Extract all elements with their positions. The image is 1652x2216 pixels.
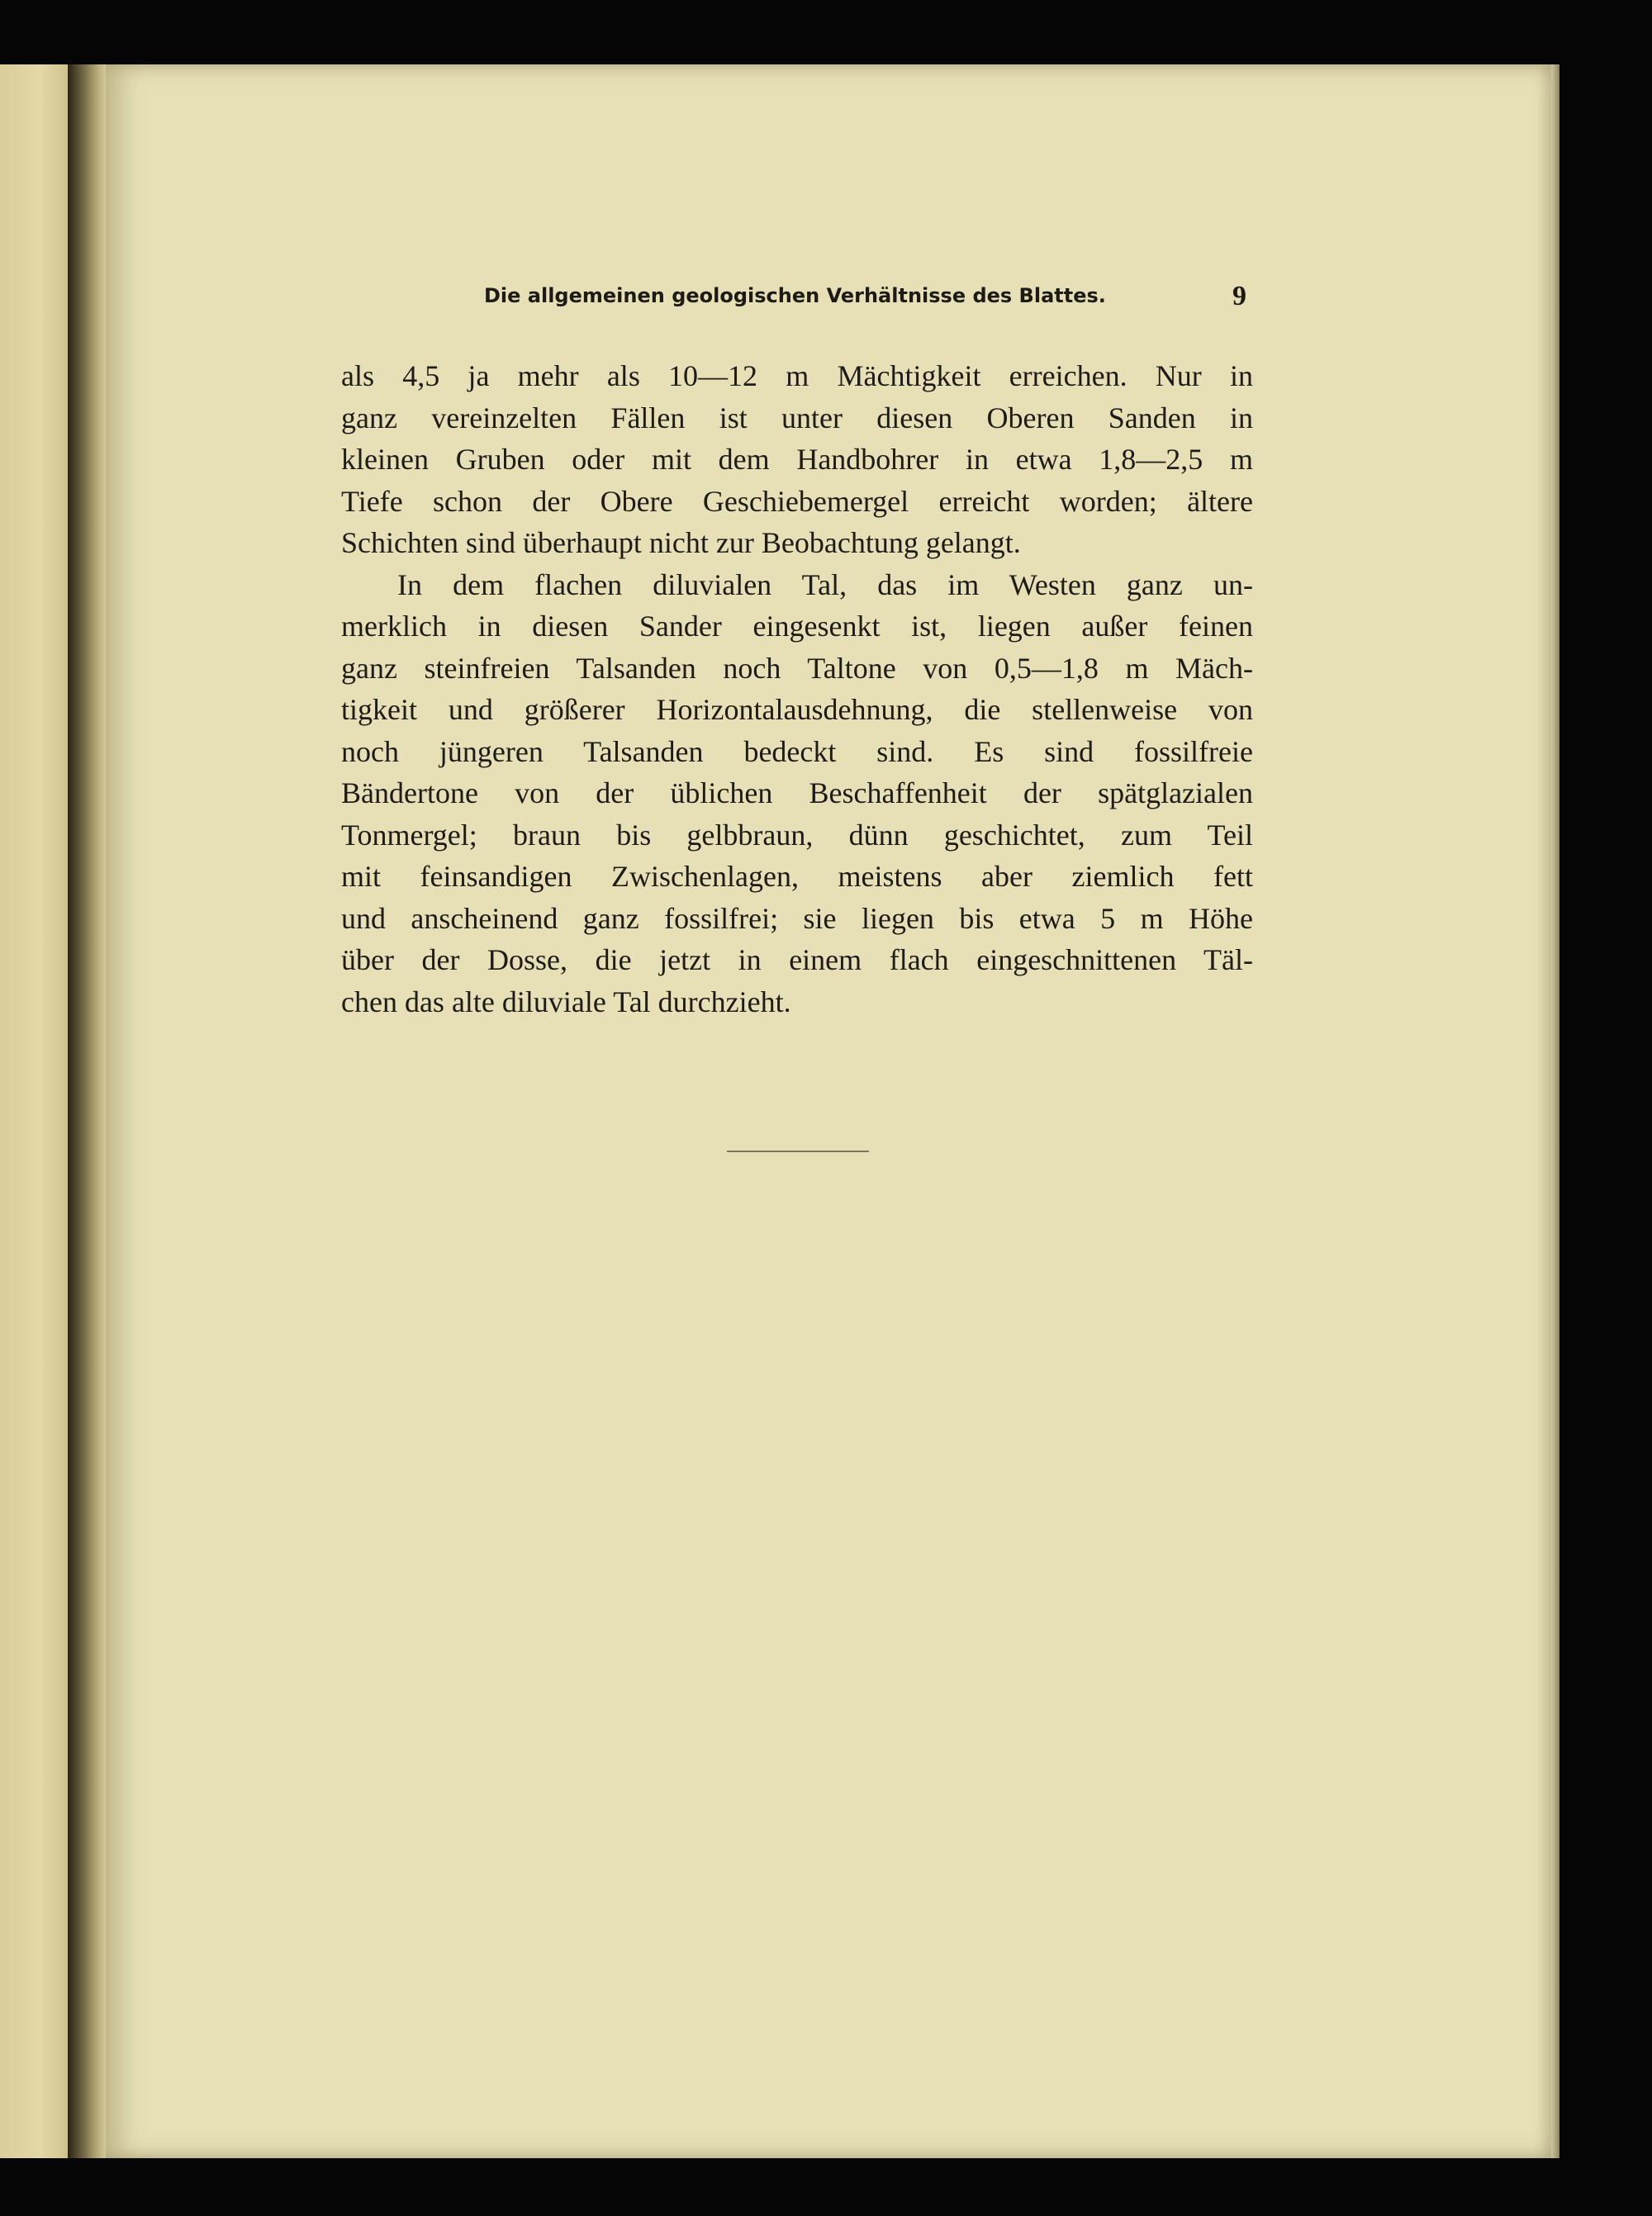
body-text (341, 355, 1253, 1023)
page-number: 9 (1232, 281, 1246, 311)
text-line: über der Dosse, die jetzt in einem flach eingeschnittenen Täl- (341, 943, 1253, 976)
text-line: chen das alte diluviale Tal durchzieht. (341, 985, 791, 1018)
text-line: ganz vereinzelten Fällen ist unter diesen Oberen Sanden in (341, 401, 1253, 434)
text-line: noch jüngeren Talsanden bedeckt sind. Es sind fossilfreie (341, 734, 1253, 768)
book-gutter (68, 64, 107, 2158)
text-line: ganz steinfreien Talsanden noch Taltone von 0,5—1,8 m Mäch- (341, 651, 1253, 685)
text-line: als 4,5 ja mehr als 10—12 m Mächtigkeit erreichen. Nur in (341, 359, 1253, 392)
text-line: Bändertone von der üblichen Beschaffenheit der spätglazialen (341, 776, 1253, 809)
facing-page-edge (0, 64, 68, 2158)
text-line: tigkeit und größerer Horizontalausdehnung, die stellenweise von (341, 693, 1253, 726)
section-divider (727, 1151, 869, 1152)
text-line: kleinen Gruben oder mit dem Handbohrer in etwa 1,8—2,5 m (341, 443, 1253, 476)
text-line: Tiefe schon der Obere Geschiebemergel erreicht worden; ältere (341, 484, 1253, 518)
text-line: merklich in diesen Sander eingesenkt ist, liegen außer feinen (341, 610, 1253, 643)
text-line: Tonmergel; braun bis gelbbraun, dünn geschichtet, zum Teil (341, 818, 1253, 852)
text-line: In dem flachen diluvialen Tal, das im Westen ganz un- (397, 567, 1253, 601)
text-line: und anscheinend ganz fossilfrei; sie liegen bis etwa 5 m Höhe (341, 901, 1253, 935)
page-right-edge (1551, 64, 1559, 2158)
text-line: mit feinsandigen Zwischenlagen, meistens aber ziemlich fett (341, 860, 1253, 893)
text-line: Schichten sind überhaupt nicht zur Beobachtung gelangt. (341, 526, 1021, 559)
running-title: Die allgemeinen geologischen Verhältnisse des Blattes. (484, 284, 1106, 307)
